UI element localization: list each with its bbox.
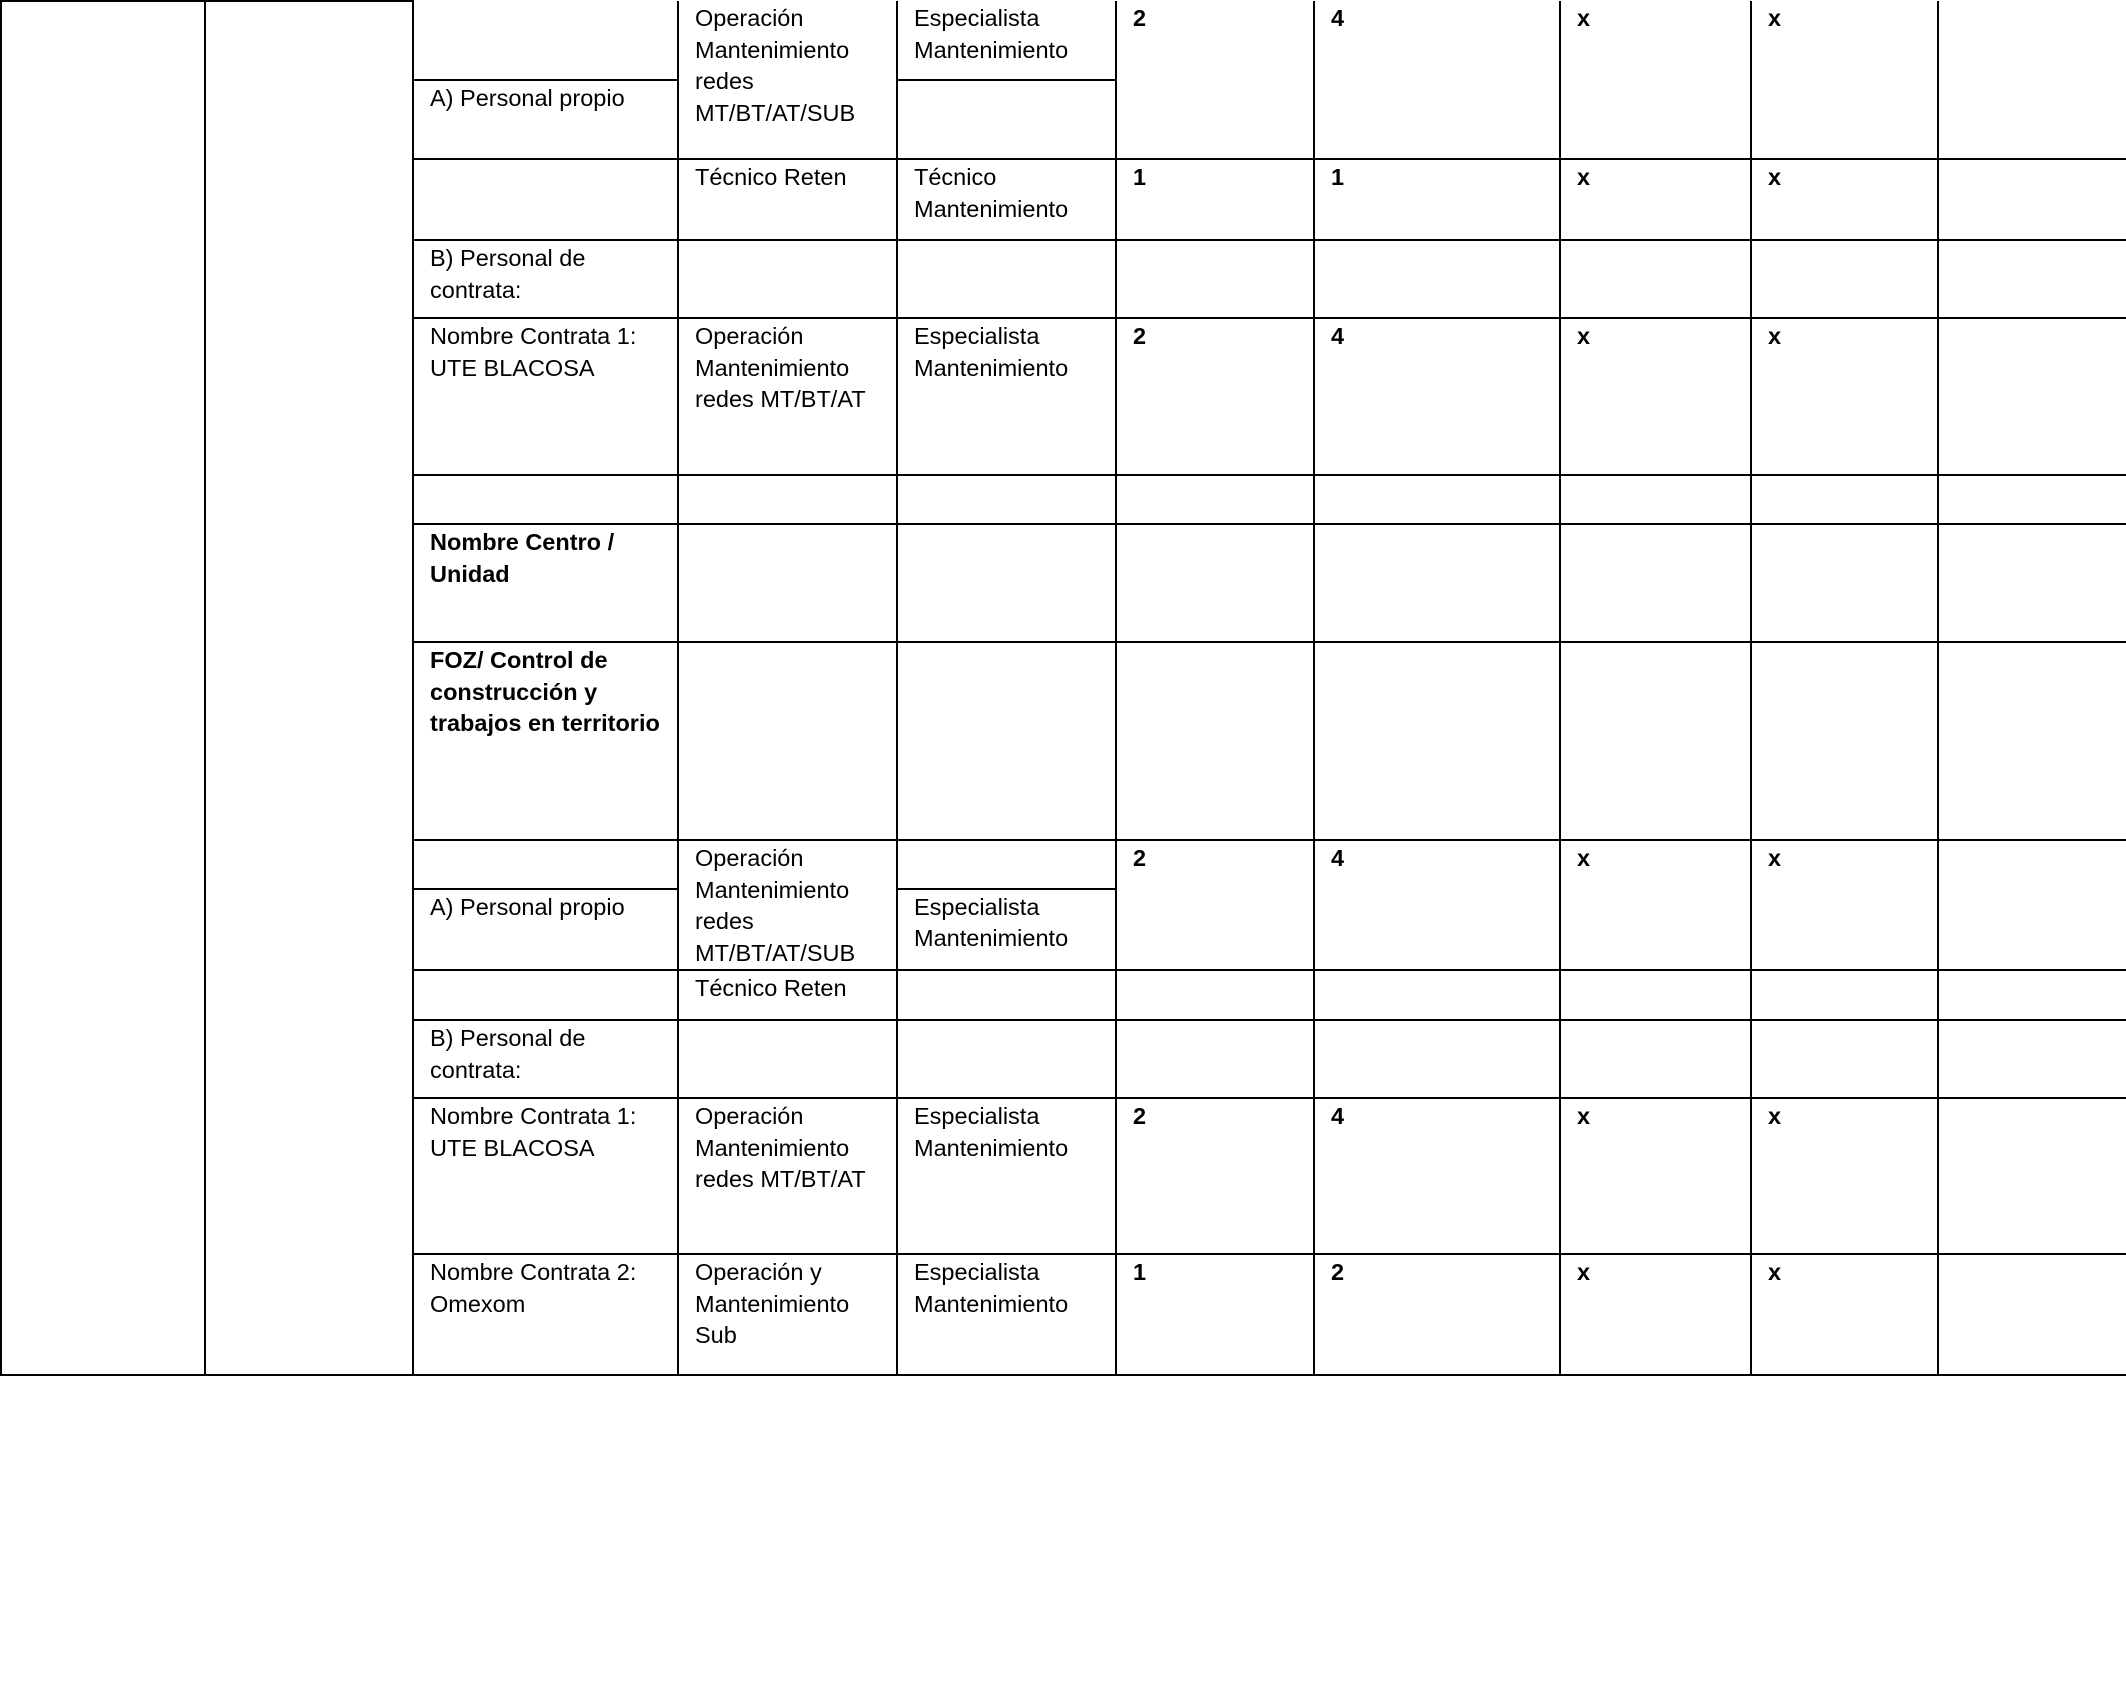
- blank-cell: [1116, 524, 1314, 642]
- count-cell-1: 2: [1116, 1, 1314, 159]
- blank-cell: [1314, 240, 1560, 318]
- mark-cell-1: x: [1560, 318, 1751, 475]
- mark-cell-1: x: [1560, 840, 1751, 970]
- blank-cell: [1751, 642, 1938, 840]
- left-col-2: [205, 1, 413, 1375]
- blank-cell: [1116, 475, 1314, 524]
- group-label: A) Personal propio: [413, 80, 678, 159]
- blank-cell: [897, 642, 1116, 840]
- blank-cell: [1314, 524, 1560, 642]
- blank-cell: [678, 240, 897, 318]
- blank-cell: [897, 1020, 1116, 1098]
- count-cell-1: 2: [1116, 840, 1314, 970]
- mark-cell-1: x: [1560, 1, 1751, 159]
- blank-cell: [1116, 240, 1314, 318]
- count-cell-1: 1: [1116, 1254, 1314, 1375]
- blank-cell: [1938, 475, 2126, 524]
- blank-cell: [678, 475, 897, 524]
- mark-cell-1: x: [1560, 1098, 1751, 1254]
- activity-cell: Operación Mantenimiento redes MT/BT/AT: [678, 1098, 897, 1254]
- count-cell-2: 2: [1314, 1254, 1560, 1375]
- role-cell: Especialista Mantenimiento: [897, 318, 1116, 475]
- activity-cell: Operación y Mantenimiento Sub: [678, 1254, 897, 1375]
- activity-cell: Operación Mantenimiento redes MT/BT/AT/SUB: [678, 1, 897, 159]
- role-cell: Especialista Mantenimiento: [897, 889, 1116, 970]
- blank-cell: [1751, 524, 1938, 642]
- blank-cell: [1314, 1020, 1560, 1098]
- center-label: Nombre Centro / Unidad: [413, 524, 678, 642]
- role-cell: Especialista Mantenimiento: [897, 1, 1116, 80]
- blank-cell: [1751, 475, 1938, 524]
- blank-cell: [678, 642, 897, 840]
- count-cell-1: 1: [1116, 159, 1314, 240]
- blank-cell: [1938, 524, 2126, 642]
- activity-cell: Técnico Reten: [678, 159, 897, 240]
- blank-cell: [1116, 970, 1314, 1020]
- blank-cell: [413, 475, 678, 524]
- group-cell-empty: [413, 1, 678, 80]
- blank-cell: [1751, 240, 1938, 318]
- group-label: A) Personal propio: [413, 889, 678, 970]
- blank-cell: [1938, 970, 2126, 1020]
- blank-cell: [1938, 1254, 2126, 1375]
- blank-cell: [1116, 642, 1314, 840]
- blank-cell: [897, 524, 1116, 642]
- blank-cell: [1938, 642, 2126, 840]
- blank-cell: [897, 970, 1116, 1020]
- contract-name: Nombre Contrata 1: UTE BLACOSA: [413, 318, 678, 475]
- blank-cell: [1314, 642, 1560, 840]
- count-cell-1: 2: [1116, 1098, 1314, 1254]
- blank-cell: [1314, 970, 1560, 1020]
- group-cell-empty: [413, 159, 678, 240]
- mark-cell-2: x: [1751, 1254, 1938, 1375]
- blank-cell: [1938, 1020, 2126, 1098]
- activity-cell: Operación Mantenimiento redes MT/BT/AT: [678, 318, 897, 475]
- blank-cell: [1938, 840, 2126, 970]
- blank-cell: [1938, 159, 2126, 240]
- blank-cell: [1560, 1020, 1751, 1098]
- blank-cell: [678, 1020, 897, 1098]
- blank-cell: [897, 240, 1116, 318]
- group-cell-empty: [413, 970, 678, 1020]
- mark-cell-2: x: [1751, 1098, 1938, 1254]
- blank-cell: [1560, 642, 1751, 840]
- blank-cell: [1116, 1020, 1314, 1098]
- group-cell-empty: [413, 840, 678, 889]
- mark-cell-2: x: [1751, 1, 1938, 159]
- center-name: FOZ/ Control de construcción y trabajos en territorio: [413, 642, 678, 840]
- mark-cell-2: x: [1751, 318, 1938, 475]
- role-cell: Especialista Mantenimiento: [897, 1098, 1116, 1254]
- contract-name: Nombre Contrata 1: UTE BLACOSA: [413, 1098, 678, 1254]
- contract-heading: B) Personal de contrata:: [413, 1020, 678, 1098]
- mark-cell-1: x: [1560, 1254, 1751, 1375]
- contract-heading: B) Personal de contrata:: [413, 240, 678, 318]
- blank-cell: [1751, 970, 1938, 1020]
- role-cell-empty: [897, 80, 1116, 159]
- blank-cell: [1938, 1098, 2126, 1254]
- blank-cell: [1560, 970, 1751, 1020]
- role-cell: Técnico Mantenimiento: [897, 159, 1116, 240]
- blank-cell: [1938, 240, 2126, 318]
- blank-cell: [1560, 475, 1751, 524]
- count-cell-2: 4: [1314, 1, 1560, 159]
- blank-cell: [1751, 1020, 1938, 1098]
- blank-cell: [1938, 318, 2126, 475]
- mark-cell-2: x: [1751, 159, 1938, 240]
- count-cell-2: 4: [1314, 1098, 1560, 1254]
- activity-cell: Técnico Reten: [678, 970, 897, 1020]
- role-cell: Especialista Mantenimiento: [897, 1254, 1116, 1375]
- left-col-1: [1, 1, 205, 1375]
- mark-cell-2: x: [1751, 840, 1938, 970]
- blank-cell: [1314, 475, 1560, 524]
- blank-cell: [1560, 240, 1751, 318]
- blank-cell: [897, 475, 1116, 524]
- blank-cell: [1938, 1, 2126, 159]
- count-cell-1: 2: [1116, 318, 1314, 475]
- count-cell-2: 4: [1314, 318, 1560, 475]
- count-cell-2: 4: [1314, 840, 1560, 970]
- contract-name: Nombre Contrata 2: Omexom: [413, 1254, 678, 1375]
- role-cell-empty: [897, 840, 1116, 889]
- blank-cell: [678, 524, 897, 642]
- blank-cell: [1560, 524, 1751, 642]
- mark-cell-1: x: [1560, 159, 1751, 240]
- count-cell-2: 1: [1314, 159, 1560, 240]
- activity-cell: Operación Mantenimiento redes MT/BT/AT/SUB: [678, 840, 897, 970]
